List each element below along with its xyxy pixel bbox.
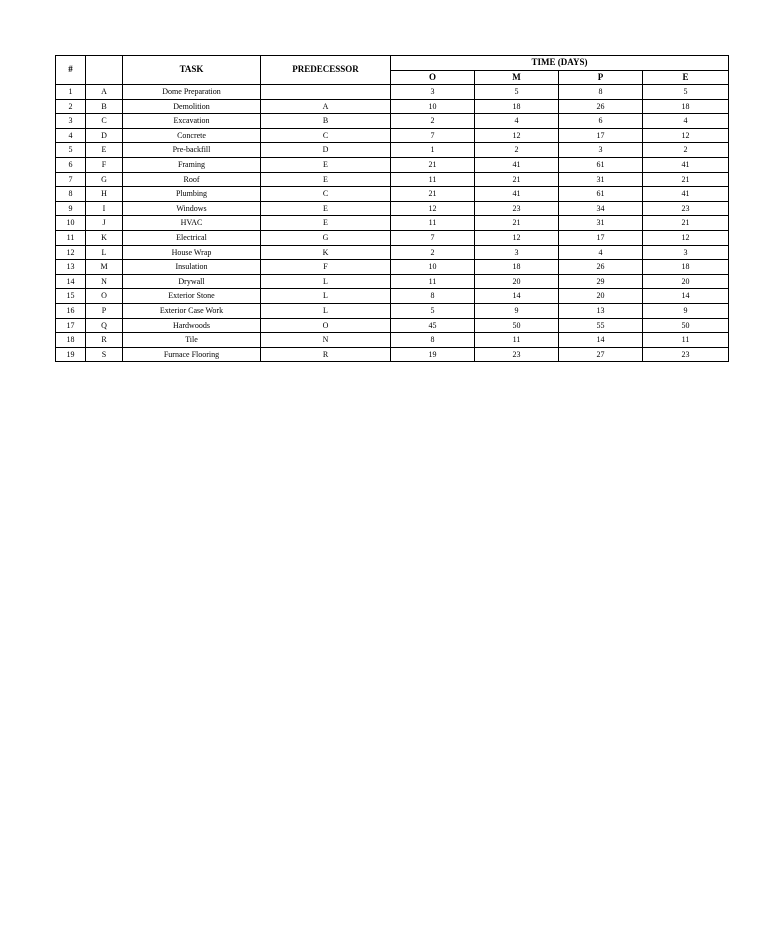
table-row xyxy=(56,201,729,216)
cell-time-o: 19 xyxy=(391,347,475,362)
cell-time-m: 21 xyxy=(475,216,559,231)
cell-task: Concrete xyxy=(123,128,261,143)
table-row xyxy=(56,143,729,158)
cell-predecessor: O xyxy=(261,318,391,333)
cell-number: 7 xyxy=(56,172,86,187)
table-row xyxy=(56,216,729,231)
cell-time-p: 3 xyxy=(559,143,643,158)
cell-task: Drywall xyxy=(123,274,261,289)
cell-predecessor: D xyxy=(261,143,391,158)
header-time-days: TIME (DAYS) xyxy=(391,56,729,71)
table-header xyxy=(56,56,729,85)
cell-time-m: 21 xyxy=(475,172,559,187)
cell-time-m: 12 xyxy=(475,128,559,143)
cell-task: Excavation xyxy=(123,114,261,129)
cell-task: Electrical xyxy=(123,230,261,245)
cell-predecessor: E xyxy=(261,157,391,172)
cell-time-e: 2 xyxy=(643,143,729,158)
cell-number: 3 xyxy=(56,114,86,129)
cell-time-o: 21 xyxy=(391,187,475,202)
cell-time-o: 10 xyxy=(391,260,475,275)
table-row xyxy=(56,187,729,202)
cell-time-p: 20 xyxy=(559,289,643,304)
cell-task: Exterior Case Work xyxy=(123,303,261,318)
cell-time-p: 8 xyxy=(559,85,643,100)
cell-time-p: 27 xyxy=(559,347,643,362)
cell-time-p: 4 xyxy=(559,245,643,260)
cell-time-e: 23 xyxy=(643,201,729,216)
cell-time-p: 14 xyxy=(559,333,643,348)
cell-task: Furnace Flooring xyxy=(123,347,261,362)
cell-task: House Wrap xyxy=(123,245,261,260)
cell-time-m: 41 xyxy=(475,187,559,202)
cell-time-e: 20 xyxy=(643,274,729,289)
cell-time-o: 7 xyxy=(391,230,475,245)
cell-time-m: 23 xyxy=(475,347,559,362)
cell-task: Roof xyxy=(123,172,261,187)
table-row xyxy=(56,114,729,129)
table-row xyxy=(56,333,729,348)
cell-predecessor xyxy=(261,85,391,100)
cell-predecessor: C xyxy=(261,128,391,143)
cell-task: Windows xyxy=(123,201,261,216)
header-letter xyxy=(86,56,123,85)
cell-predecessor: F xyxy=(261,260,391,275)
cell-time-o: 3 xyxy=(391,85,475,100)
cell-time-e: 23 xyxy=(643,347,729,362)
cell-time-p: 17 xyxy=(559,128,643,143)
cell-letter: O xyxy=(86,289,123,304)
cell-number: 14 xyxy=(56,274,86,289)
cell-time-e: 12 xyxy=(643,128,729,143)
cell-time-m: 23 xyxy=(475,201,559,216)
cell-time-m: 50 xyxy=(475,318,559,333)
cell-time-m: 12 xyxy=(475,230,559,245)
cell-time-e: 41 xyxy=(643,157,729,172)
table-row xyxy=(56,230,729,245)
cell-predecessor: N xyxy=(261,333,391,348)
cell-letter: S xyxy=(86,347,123,362)
cell-time-o: 11 xyxy=(391,216,475,231)
cell-time-p: 31 xyxy=(559,172,643,187)
table-row xyxy=(56,303,729,318)
cell-time-p: 17 xyxy=(559,230,643,245)
cell-letter: G xyxy=(86,172,123,187)
cell-time-m: 41 xyxy=(475,157,559,172)
cell-number: 2 xyxy=(56,99,86,114)
cell-task: Pre-backfill xyxy=(123,143,261,158)
header-number: # xyxy=(56,56,86,85)
cell-task: Plumbing xyxy=(123,187,261,202)
cell-time-e: 21 xyxy=(643,216,729,231)
header-row-top xyxy=(56,56,729,71)
cell-letter: D xyxy=(86,128,123,143)
cell-time-e: 21 xyxy=(643,172,729,187)
cell-time-o: 7 xyxy=(391,128,475,143)
cell-number: 12 xyxy=(56,245,86,260)
cell-time-o: 10 xyxy=(391,99,475,114)
table-row xyxy=(56,99,729,114)
cell-predecessor: E xyxy=(261,201,391,216)
cell-time-e: 9 xyxy=(643,303,729,318)
cell-time-m: 20 xyxy=(475,274,559,289)
cell-time-e: 18 xyxy=(643,99,729,114)
cell-letter: I xyxy=(86,201,123,216)
cell-time-e: 18 xyxy=(643,260,729,275)
cell-letter: F xyxy=(86,157,123,172)
header-time-pessimistic: P xyxy=(559,71,643,85)
cell-predecessor: R xyxy=(261,347,391,362)
cell-time-o: 11 xyxy=(391,274,475,289)
cell-time-o: 12 xyxy=(391,201,475,216)
cell-time-p: 26 xyxy=(559,260,643,275)
cell-number: 18 xyxy=(56,333,86,348)
cell-time-p: 61 xyxy=(559,187,643,202)
cell-time-p: 55 xyxy=(559,318,643,333)
table-row xyxy=(56,274,729,289)
cell-number: 6 xyxy=(56,157,86,172)
header-task: TASK xyxy=(123,56,261,85)
cell-number: 1 xyxy=(56,85,86,100)
cell-predecessor: L xyxy=(261,303,391,318)
header-time-most-likely: M xyxy=(475,71,559,85)
cell-task: Insulation xyxy=(123,260,261,275)
cell-time-o: 5 xyxy=(391,303,475,318)
cell-number: 15 xyxy=(56,289,86,304)
cell-letter: N xyxy=(86,274,123,289)
cell-time-o: 2 xyxy=(391,245,475,260)
cell-time-p: 31 xyxy=(559,216,643,231)
header-time-optimistic: O xyxy=(391,71,475,85)
cell-time-o: 45 xyxy=(391,318,475,333)
cell-time-o: 1 xyxy=(391,143,475,158)
cell-time-p: 29 xyxy=(559,274,643,289)
cell-predecessor: A xyxy=(261,99,391,114)
cell-time-e: 11 xyxy=(643,333,729,348)
table-row xyxy=(56,318,729,333)
table-row xyxy=(56,85,729,100)
cell-time-o: 11 xyxy=(391,172,475,187)
cell-predecessor: E xyxy=(261,172,391,187)
cell-letter: J xyxy=(86,216,123,231)
cell-time-o: 2 xyxy=(391,114,475,129)
cell-time-p: 61 xyxy=(559,157,643,172)
cell-number: 4 xyxy=(56,128,86,143)
cell-predecessor: L xyxy=(261,289,391,304)
cell-predecessor: B xyxy=(261,114,391,129)
cell-time-m: 11 xyxy=(475,333,559,348)
table-row xyxy=(56,157,729,172)
cell-task: Tile xyxy=(123,333,261,348)
cell-time-e: 4 xyxy=(643,114,729,129)
cell-number: 10 xyxy=(56,216,86,231)
cell-time-p: 26 xyxy=(559,99,643,114)
cell-time-e: 3 xyxy=(643,245,729,260)
cell-time-m: 9 xyxy=(475,303,559,318)
cell-number: 8 xyxy=(56,187,86,202)
cell-time-o: 8 xyxy=(391,333,475,348)
cell-number: 5 xyxy=(56,143,86,158)
cell-predecessor: C xyxy=(261,187,391,202)
cell-letter: R xyxy=(86,333,123,348)
cell-letter: C xyxy=(86,114,123,129)
cell-time-m: 3 xyxy=(475,245,559,260)
cell-task: HVAC xyxy=(123,216,261,231)
cell-time-p: 13 xyxy=(559,303,643,318)
cell-predecessor: G xyxy=(261,230,391,245)
cell-time-m: 5 xyxy=(475,85,559,100)
table-row xyxy=(56,245,729,260)
cell-letter: P xyxy=(86,303,123,318)
cell-predecessor: K xyxy=(261,245,391,260)
cell-number: 9 xyxy=(56,201,86,216)
cell-time-o: 21 xyxy=(391,157,475,172)
cell-time-m: 18 xyxy=(475,260,559,275)
cell-predecessor: E xyxy=(261,216,391,231)
cell-letter: K xyxy=(86,230,123,245)
cell-task: Hardwoods xyxy=(123,318,261,333)
cell-task: Demolition xyxy=(123,99,261,114)
cell-time-m: 18 xyxy=(475,99,559,114)
table-row xyxy=(56,128,729,143)
cell-task: Exterior Stone xyxy=(123,289,261,304)
header-time-expected: E xyxy=(643,71,729,85)
cell-predecessor: L xyxy=(261,274,391,289)
cell-letter: A xyxy=(86,85,123,100)
table-row xyxy=(56,172,729,187)
cell-time-m: 4 xyxy=(475,114,559,129)
cell-number: 17 xyxy=(56,318,86,333)
cell-number: 11 xyxy=(56,230,86,245)
header-predecessor: PREDECESSOR xyxy=(261,56,391,85)
cell-task: Dome Preparation xyxy=(123,85,261,100)
cell-time-p: 34 xyxy=(559,201,643,216)
cell-number: 19 xyxy=(56,347,86,362)
cell-time-o: 8 xyxy=(391,289,475,304)
cell-time-e: 14 xyxy=(643,289,729,304)
cell-time-m: 14 xyxy=(475,289,559,304)
cell-time-e: 50 xyxy=(643,318,729,333)
table-row xyxy=(56,260,729,275)
cell-time-p: 6 xyxy=(559,114,643,129)
cell-letter: Q xyxy=(86,318,123,333)
cell-letter: L xyxy=(86,245,123,260)
cell-task: Framing xyxy=(123,157,261,172)
cell-letter: H xyxy=(86,187,123,202)
cell-number: 16 xyxy=(56,303,86,318)
cell-time-e: 5 xyxy=(643,85,729,100)
table-row xyxy=(56,347,729,362)
cell-letter: E xyxy=(86,143,123,158)
cell-time-e: 12 xyxy=(643,230,729,245)
table-body xyxy=(56,85,729,362)
task-schedule-table xyxy=(55,55,729,362)
cell-letter: B xyxy=(86,99,123,114)
cell-time-e: 41 xyxy=(643,187,729,202)
cell-time-m: 2 xyxy=(475,143,559,158)
table-row xyxy=(56,289,729,304)
cell-letter: M xyxy=(86,260,123,275)
cell-number: 13 xyxy=(56,260,86,275)
